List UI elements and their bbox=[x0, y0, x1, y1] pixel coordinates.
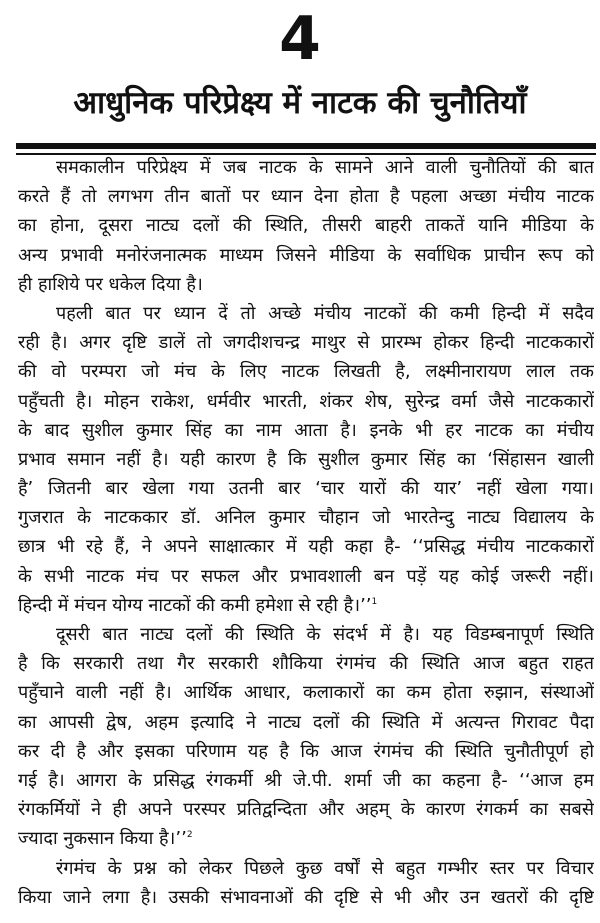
text-line-content: प्रभाव समान नहीं है। यही कारण है कि सुशील कुमार सिंह का ‘सिंहासन खाली bbox=[18, 448, 594, 470]
text-line bbox=[18, 153, 594, 182]
text-line bbox=[18, 854, 594, 883]
text-line bbox=[18, 562, 594, 591]
text-line-content: रंगमंच के प्रश्न को लेकर पिछले कुछ वर्षों से बहुत गम्भीर स्तर पर विचार bbox=[56, 857, 594, 879]
text-line-content: रही है। अगर दृष्टि डालें तो जगदीशचन्द्र माथुर से प्रारम्भ होकर हिन्दी नाटककारों bbox=[18, 332, 594, 354]
footnote-marker: 1 bbox=[371, 596, 378, 607]
chapter-title: आधुनिक परिप्रेक्ष्य में नाटक की चुनौतियाँ bbox=[73, 85, 527, 121]
text-line bbox=[18, 270, 594, 299]
text-line bbox=[18, 211, 594, 240]
text-line bbox=[18, 795, 594, 824]
text-line bbox=[18, 445, 594, 474]
text-line bbox=[18, 241, 594, 270]
text-line-content: का आपसी द्वेष, अहम इत्यादि ने नाट्य दलों की स्थिति में अत्यन्त गिरावट पैदा bbox=[18, 711, 594, 733]
text-line-content: पहुँचाने वाली नहीं है। आर्थिक आधार, कलाकारों का कम होता रुझान, संस्थाओं bbox=[18, 682, 594, 704]
footnote-marker: 2 bbox=[186, 830, 193, 841]
text-line bbox=[18, 737, 594, 766]
text-line bbox=[18, 591, 594, 620]
chapter-number: 4 bbox=[279, 4, 321, 74]
text-line bbox=[18, 299, 594, 328]
text-line-content: गुजरात के नाटककार डॉ. अनिल कुमार चौहान जो भारतेन्दु नाट्य विद्यालय के bbox=[18, 507, 594, 529]
text-line-content: की वो परम्परा जो मंच के लिए नाटक लिखती है, लक्ष्मीनारायण लाल तक bbox=[18, 361, 594, 383]
title-divider-thick bbox=[16, 143, 596, 149]
text-line-content: अन्य प्रभावी मनोरंजनात्मक माध्यम जिसने मीडिया के सर्वाधिक प्राचीन रूप को bbox=[18, 244, 594, 266]
text-line-content: के सभी नाटक मंच पर सफल और प्रभावशाली बन पड़ें यह कोई जरूरी नहीं। bbox=[18, 565, 594, 587]
text-line-content: हिन्दी में मंचन योग्य नाटकों की कमी हमेशा से रही है।’’ bbox=[18, 594, 372, 616]
text-line-content: किया जाने लगा है। उसकी संभावनाओं की दृष्टि से भी और उन खतरों की दृष्टि bbox=[18, 886, 594, 908]
text-line bbox=[18, 883, 594, 912]
text-line bbox=[18, 416, 594, 445]
text-line bbox=[18, 357, 594, 386]
body-text bbox=[18, 153, 594, 912]
text-line-content: गई है। आगरा के प्रसिद्ध रंगकर्मी श्री जे.पी. शर्मा जी का कहना है- ‘‘आज हम bbox=[18, 769, 594, 791]
text-line bbox=[18, 328, 594, 357]
text-line-content: छात्र भी रहे हैं, ने अपने साक्षात्कार में यही कहा है- ‘‘प्रसिद्ध मंचीय नाटककारों bbox=[18, 536, 594, 558]
text-line bbox=[18, 182, 594, 211]
text-line bbox=[18, 387, 594, 416]
text-line-content: ही हाशिये पर धकेल दिया है। bbox=[18, 273, 203, 295]
text-line bbox=[18, 766, 594, 795]
text-line bbox=[18, 649, 594, 678]
text-line-content: के बाद सुशील कुमार सिंह का नाम आता है। इनके भी हर नाटक का मंचीय bbox=[18, 419, 594, 441]
text-line bbox=[18, 620, 594, 649]
text-line bbox=[18, 474, 594, 503]
text-line-content: का होना, दूसरा नाट्य दलों की स्थिति, तीसरी बाहरी ताकतें यानि मीडिया के bbox=[18, 215, 594, 237]
text-line-content: ज्यादा नुकसान किया है।’’ bbox=[18, 828, 187, 850]
text-line bbox=[18, 824, 594, 853]
text-line-content: रंगकर्मियों ने ही अपने परस्पर प्रतिद्वन्दिता और अहम् के कारण रंगकर्म का सबसे bbox=[18, 799, 594, 821]
text-line-content: समकालीन परिप्रेक्ष्य में जब नाटक के सामने आने वाली चुनौतियों की बात bbox=[56, 157, 594, 178]
text-line bbox=[18, 503, 594, 532]
text-line-content: करते हैं तो लगभग तीन बातों पर ध्यान देना होता है पहला अच्छा मंचीय नाटक bbox=[18, 186, 594, 208]
text-line-content: कर दी है और इसका परिणाम यह है कि आज रंगमंच की स्थिति चुनौतीपूर्ण हो bbox=[18, 740, 594, 762]
text-line-content: है’ जितनी बार खेला गया उतनी बार ‘चार यारों की यार’ नहीं खेला गया। bbox=[18, 478, 594, 500]
text-line bbox=[18, 532, 594, 561]
text-line bbox=[18, 678, 594, 707]
text-line-content: दूसरी बात नाट्य दलों की स्थिति के संदर्भ में है। यह विडम्बनापूर्ण स्थिति bbox=[56, 624, 594, 645]
text-line-content: पहली बात पर ध्यान दें तो अच्छे मंचीय नाटकों की कमी हिन्दी में सदैव bbox=[56, 302, 594, 324]
text-line bbox=[18, 708, 594, 737]
text-line-content: है कि सरकारी तथा गैर सरकारी शौकिया रंगमंच की स्थिति आज बहुत राहत bbox=[18, 653, 594, 675]
text-line-content: पहुँचती है। मोहन राकेश, धर्मवीर भारती, शंकर शेष, सुरेन्द्र वर्मा जैसे नाटककारों bbox=[18, 390, 594, 412]
